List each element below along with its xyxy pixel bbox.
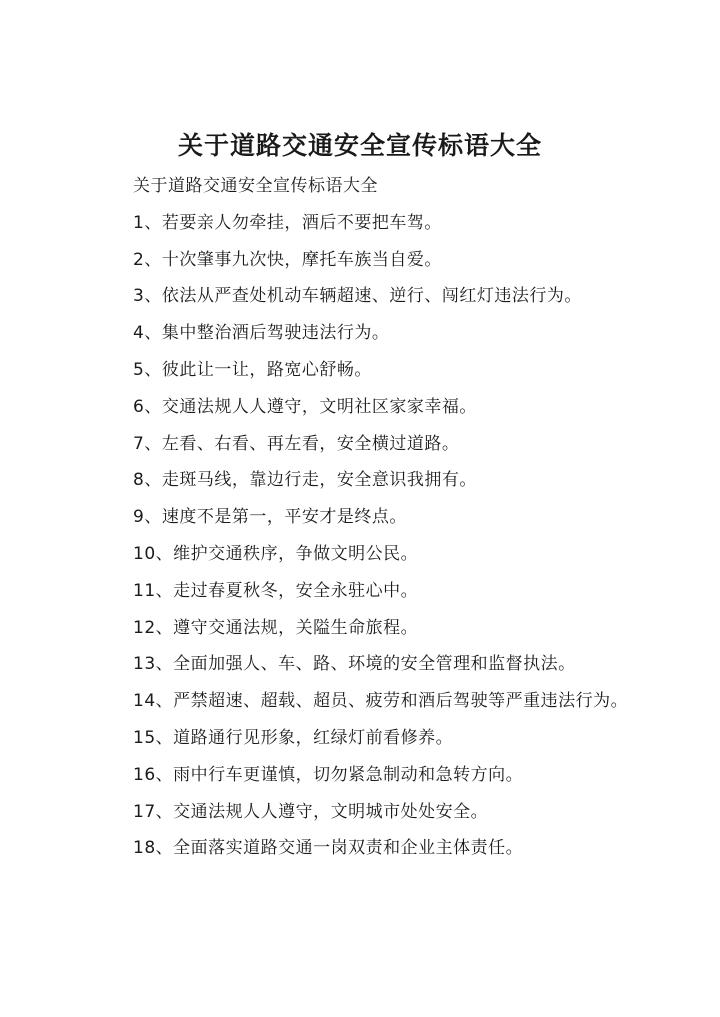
slogan-item: 6、交通法规人人遵守，文明社区家家幸福。 (133, 396, 477, 417)
slogan-item: 5、彼此让一让，路宽心舒畅。 (133, 359, 372, 380)
slogan-item: 9、速度不是第一，平安才是终点。 (133, 507, 407, 528)
slogan-item: 11、走过春夏秋冬，安全永驻心中。 (133, 580, 419, 601)
slogan-item: 1、若要亲人勿牵挂，酒后不要把车驾。 (133, 212, 442, 233)
slogan-item: 16、雨中行车更谨慎，切勿紧急制动和急转方向。 (133, 764, 524, 785)
slogan-item: 7、左看、右看、再左看，安全横过道路。 (133, 433, 460, 454)
slogan-item: 10、维护交通秩序，争做文明公民。 (133, 543, 419, 564)
document-body (97, 168, 637, 867)
slogan-item: 3、依法从严查处机动车辆超速、逆行、闯红灯违法行为。 (133, 286, 582, 307)
intro-paragraph: 关于道路交通安全宣传标语大全 (133, 176, 378, 196)
slogan-item: 2、十次肇事九次快，摩托车族当自爱。 (133, 249, 442, 270)
document-title: 关于道路交通安全宣传标语大全 (177, 131, 542, 160)
slogan-item: 17、交通法规人人遵守，文明城市处处安全。 (133, 801, 489, 822)
slogan-item: 12、遵守交通法规，关隘生命旅程。 (133, 617, 419, 638)
slogan-item: 14、严禁超速、超载、超员、疲劳和酒后驾驶等严重违法行为。 (133, 691, 629, 712)
slogan-item: 4、集中整治酒后驾驶违法行为。 (133, 323, 390, 344)
slogan-item: 18、全面落实道路交通一岗双责和企业主体责任。 (133, 838, 524, 859)
slogan-item: 15、道路通行见形象，红绿灯前看修养。 (133, 727, 454, 748)
slogan-item: 13、全面加强人、车、路、环境的安全管理和监督执法。 (133, 654, 576, 675)
slogan-item: 8、走斑马线，靠边行走，安全意识我拥有。 (133, 470, 477, 491)
